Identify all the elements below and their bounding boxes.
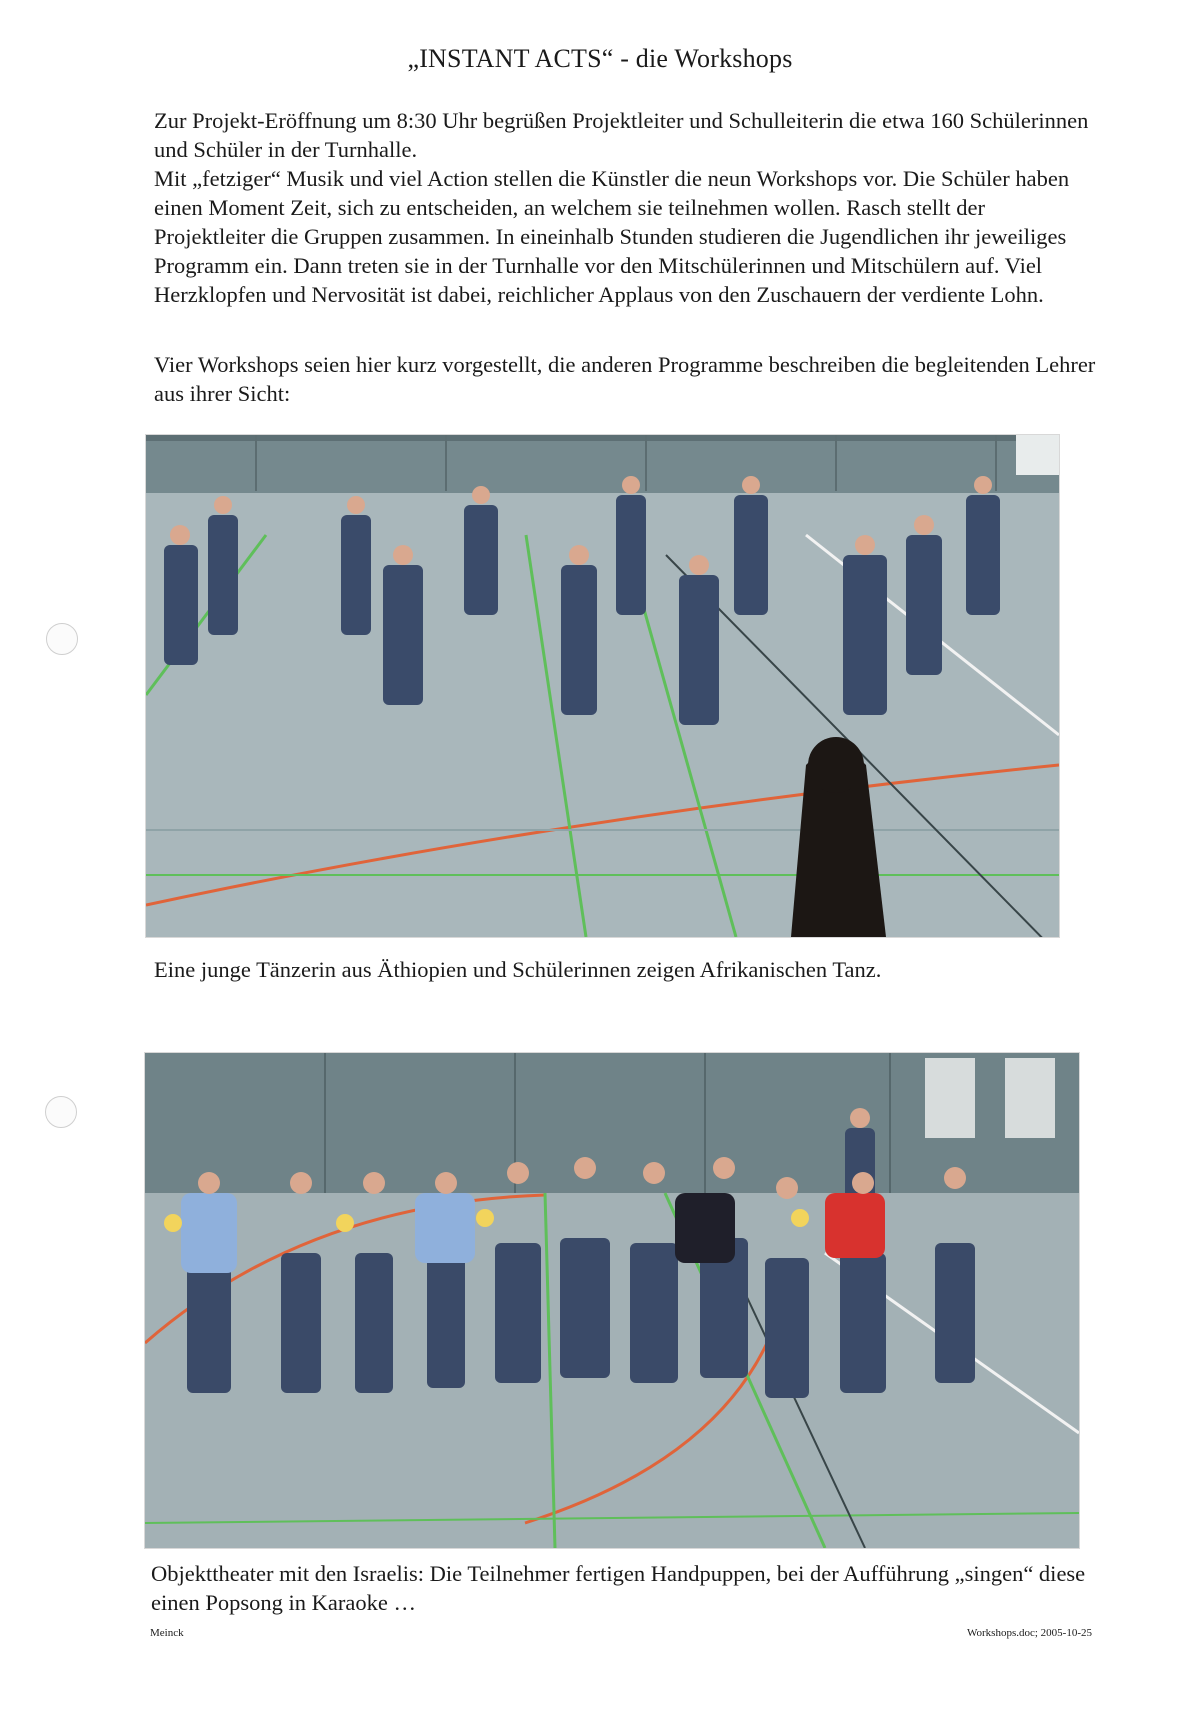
punch-hole-upper — [46, 623, 78, 655]
paragraph-workshops: Mit „fetziger“ Musik und viel Action stellen die Künstler die neun Workshops vor. Die Schüler haben einen Moment Zeit, sich zu entscheiden, an welchem sie teilnehmen wollen. Rasch stellt der Projektleiter die Gruppen zusammen. In eineinhalb Stunden studieren die Jugendlichen ihr jeweiliges Programm ein. Dann treten sie in der Turnhalle vor den Mitschülerinnen und Mitschülern auf. Viel Herzklopfen und Nervosität ist dabei, reichlicher Applaus von den Zuschauern der verdiente Lohn. — [154, 166, 1070, 307]
page-title: „INSTANT ACTS“ - die Workshops — [407, 44, 793, 73]
caption-dance-workshop: Eine junge Tänzerin aus Äthiopien und Schülerinnen zeigen Afrikanischen Tanz. — [154, 957, 882, 982]
dance-workshop-photo-image — [146, 435, 1059, 937]
photo-object-theatre — [145, 1053, 1079, 1548]
caption-object-theatre: Objekttheater mit den Israelis: Die Teilnehmer fertigen Handpuppen, bei der Aufführung „singen“ diese einen Popsong in Karaoke … — [151, 1561, 1086, 1615]
object-theatre-photo-image — [145, 1053, 1079, 1548]
paragraph-opening: Zur Projekt-Eröffnung um 8:30 Uhr begrüßen Projektleiter und Schulleiterin die etwa 160 Schülerinnen und Schüler in der Turnhalle. — [154, 108, 1089, 162]
footer-file-info: Workshops.doc; 2005-10-25 — [967, 1627, 1092, 1639]
paragraph-overview: Vier Workshops seien hier kurz vorgestellt, die anderen Programme beschreiben die begleitenden Lehrer aus ihrer Sicht: — [154, 352, 1096, 406]
footer-author: Meinck — [150, 1627, 184, 1639]
intro-text — [154, 106, 1099, 309]
photo-dance-workshop — [146, 435, 1059, 937]
punch-hole-lower — [45, 1096, 77, 1128]
